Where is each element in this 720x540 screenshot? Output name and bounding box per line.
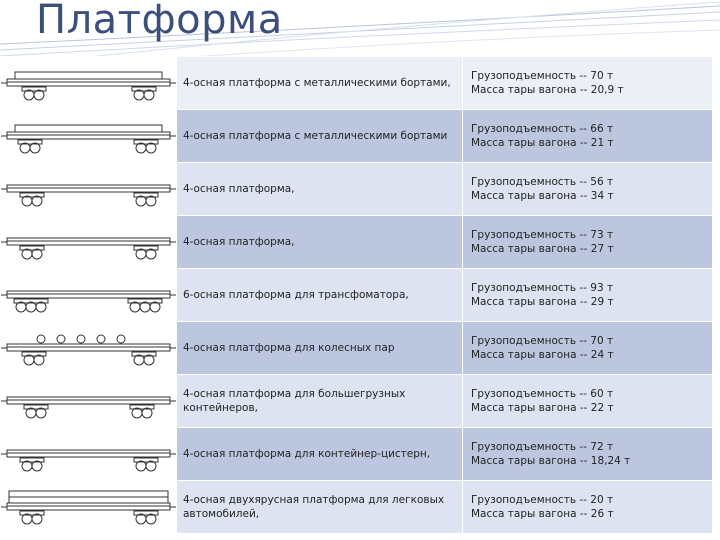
wagon-description: 4-осная платформа с металлическими бортами [177,110,463,163]
wagon-drawing-cell [1,163,177,216]
table-row [1,375,713,428]
wagon-specs [463,110,713,163]
tare-mass: Масса тары вагона -- 24 т [471,349,614,361]
wagon-drawing [1,375,176,427]
wagon-drawing-cell [1,481,177,534]
capacity: Грузоподъемность -- 72 т [471,441,614,453]
wagon-drawing [1,269,176,321]
capacity: Грузоподъемность -- 56 т [471,176,614,188]
wagon-specs [463,163,713,216]
tare-mass: Масса тары вагона -- 22 т [471,402,614,414]
wagon-drawing-cell [1,269,177,322]
wagon-description: 4-осная двухярусная платформа для легковых автомобилей, [177,481,463,534]
wagon-drawing [1,481,176,533]
capacity: Грузоподъемность -- 66 т [471,123,614,135]
tare-mass: Масса тары вагона -- 18,24 т [471,455,631,467]
wagon-specs [463,481,713,534]
wagon-description: 6-осная платформа для трансфоматора, [177,269,463,322]
page-title: Платформа [36,0,283,43]
capacity: Грузоподъемность -- 70 т [471,70,614,82]
table-row [1,322,713,375]
wagon-specs [463,375,713,428]
wagon-drawing-cell [1,110,177,163]
tare-mass: Масса тары вагона -- 27 т [471,243,614,255]
wagon-drawing [1,216,176,268]
table-row [1,110,713,163]
table-row [1,428,713,481]
wagon-drawing-cell [1,322,177,375]
wagon-drawing [1,163,176,215]
wagon-drawing-cell [1,375,177,428]
wagon-description: 4-осная платформа для контейнер-цистерн, [177,428,463,481]
table-row [1,57,713,110]
wagon-specs [463,57,713,110]
wagon-description: 4-осная платформа для колесных пар [177,322,463,375]
table-row [1,481,713,534]
wagon-drawing-cell [1,428,177,481]
table-row [1,163,713,216]
wagon-specs [463,216,713,269]
tare-mass: Масса тары вагона -- 26 т [471,508,614,520]
capacity: Грузоподъемность -- 20 т [471,494,614,506]
wagon-description: 4-осная платформа для большегрузных контейнеров, [177,375,463,428]
capacity: Грузоподъемность -- 70 т [471,335,614,347]
wagon-specs [463,269,713,322]
wagon-drawing [1,57,176,109]
wagon-drawing [1,428,176,480]
tare-mass: Масса тары вагона -- 20,9 т [471,84,624,96]
wagon-description: 4-осная платформа с металлическими бортами, [177,57,463,110]
capacity: Грузоподъемность -- 73 т [471,229,614,241]
wagon-drawing [1,110,176,162]
tare-mass: Масса тары вагона -- 34 т [471,190,614,202]
tare-mass: Масса тары вагона -- 29 т [471,296,614,308]
tare-mass: Масса тары вагона -- 21 т [471,137,614,149]
wagon-description: 4-осная платформа, [177,163,463,216]
wagon-table [0,56,713,534]
wagon-description: 4-осная платформа, [177,216,463,269]
wagon-drawing-cell [1,57,177,110]
capacity: Грузоподъемность -- 60 т [471,388,614,400]
wagon-specs [463,322,713,375]
table-row [1,216,713,269]
capacity: Грузоподъемность -- 93 т [471,282,614,294]
wagon-specs [463,428,713,481]
wagon-drawing-cell [1,216,177,269]
wagon-drawing [1,322,176,374]
table-row [1,269,713,322]
